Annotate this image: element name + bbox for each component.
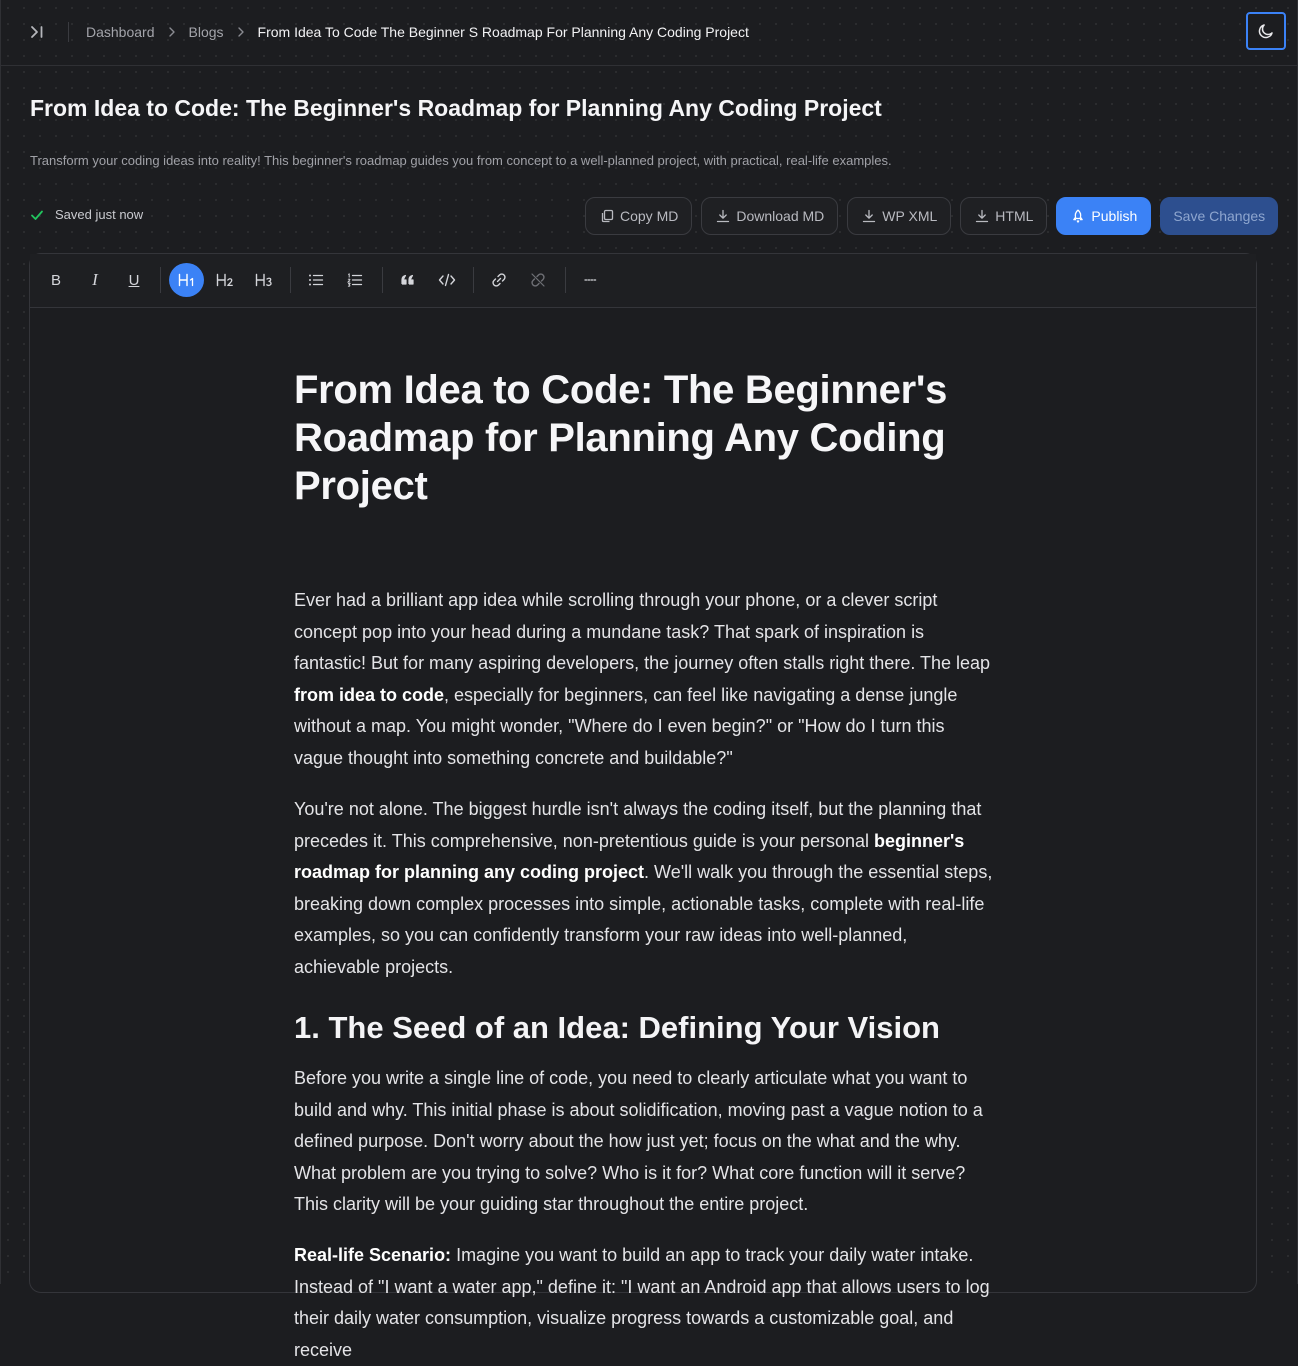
underline-icon: U bbox=[128, 271, 140, 289]
save-changes-label: Save Changes bbox=[1173, 208, 1266, 224]
top-bar bbox=[1, 0, 1297, 66]
bold-icon: B bbox=[50, 271, 61, 289]
bold-text: beginner's roadmap for planning any coding project bbox=[294, 830, 965, 883]
italic-button[interactable] bbox=[78, 264, 112, 296]
paragraph-text: Ever had a brilliant app idea while scrolling through your phone, or a clever script concept pop into your head during a mundane task? That spark of inspiration is fantastic! But for many aspiring developers, the journey often stalls right there. The leap bbox=[294, 590, 991, 674]
horizontal-rule-icon bbox=[583, 273, 599, 287]
moon-icon bbox=[1257, 22, 1275, 40]
publish-button[interactable] bbox=[1056, 197, 1151, 235]
copy-md-label: Copy MD bbox=[620, 208, 679, 224]
toolbar-divider bbox=[160, 267, 161, 293]
ordered-list-icon bbox=[347, 273, 363, 287]
ordered-list-button[interactable] bbox=[338, 264, 372, 296]
html-label: HTML bbox=[995, 208, 1034, 224]
bold-button[interactable] bbox=[39, 264, 73, 296]
editor-toolbar bbox=[30, 254, 1256, 308]
toolbar-divider bbox=[382, 267, 383, 293]
bold-text: from idea to code bbox=[294, 684, 445, 705]
breadcrumb bbox=[86, 22, 749, 42]
heading-2-button[interactable] bbox=[208, 264, 242, 296]
unlink-button[interactable] bbox=[521, 264, 555, 296]
article-paragraph bbox=[294, 1240, 994, 1366]
bullet-list-icon bbox=[308, 273, 324, 287]
wp-xml-button[interactable] bbox=[847, 197, 951, 235]
download-icon bbox=[716, 209, 730, 223]
heading-1-icon bbox=[178, 273, 196, 287]
underline-button[interactable] bbox=[117, 264, 151, 296]
sidebar-expand-icon bbox=[29, 24, 45, 40]
bullet-list-button[interactable] bbox=[299, 264, 333, 296]
section-heading: 1. The Seed of an Idea: Defining Your Vision bbox=[294, 1010, 940, 1045]
horizontal-rule-button[interactable] bbox=[574, 264, 608, 296]
wp-xml-label: WP XML bbox=[882, 208, 938, 224]
save-status-text: Saved just now bbox=[55, 207, 144, 222]
link-icon bbox=[491, 272, 507, 288]
breadcrumb-blogs[interactable]: Blogs bbox=[188, 24, 224, 40]
italic-icon: I bbox=[92, 270, 98, 289]
heading-2-icon bbox=[216, 273, 234, 287]
code-icon bbox=[438, 273, 456, 287]
page-title: From Idea to Code: The Beginner's Roadmap for Planning Any Coding Project bbox=[30, 95, 882, 121]
sidebar-toggle-button[interactable] bbox=[25, 20, 49, 44]
page-description: Transform your coding ideas into reality! This beginner's roadmap guides you from concept to a well-planned project, with practical, real-life examples. bbox=[30, 153, 892, 168]
download-icon bbox=[862, 209, 876, 223]
rich-text-editor bbox=[29, 253, 1257, 1360]
theme-toggle-button[interactable] bbox=[1246, 12, 1286, 50]
quote-button[interactable] bbox=[391, 264, 425, 296]
check-icon bbox=[30, 208, 44, 222]
article-title: From Idea to Code: The Beginner's Roadmap for Planning Any Coding Project bbox=[294, 368, 948, 508]
code-button[interactable] bbox=[430, 264, 464, 296]
unlink-icon bbox=[530, 272, 546, 288]
chevron-right-icon bbox=[231, 27, 251, 37]
save-status bbox=[30, 207, 143, 222]
divider bbox=[68, 22, 69, 42]
paragraph-text: , especially for beginners, can feel like navigating a dense jungle without a map. You might wonder, "Where do I even begin?" or "How do I turn this vague thought into something concrete and buildable?" bbox=[294, 684, 958, 768]
heading-3-button[interactable] bbox=[247, 264, 281, 296]
copy-md-button[interactable] bbox=[585, 197, 692, 235]
html-button[interactable] bbox=[960, 197, 1047, 235]
breadcrumb-dashboard[interactable]: Dashboard bbox=[86, 24, 155, 40]
download-md-button[interactable] bbox=[701, 197, 838, 235]
heading-3-icon bbox=[255, 273, 273, 287]
article-paragraph bbox=[294, 794, 994, 984]
publish-label: Publish bbox=[1091, 208, 1138, 224]
paragraph-text: Imagine you want to build an app to track your daily water intake. Instead of "I want a water app," define it: "I want an Android app that allows users to log their daily water consumption, visualize progress towards a customizable goal, and receive bbox=[294, 1245, 990, 1360]
article-paragraph: Before you write a single line of code, you need to clearly articulate what you want to build and why. This initial phase is about solidification, moving past a vague notion to a defined purpose. Don't worry about the how just yet; focus on the what and the why. What problem are you trying to solve? Who is it for? What core function will it serve? This clarity will be your guiding star throughout the entire project. bbox=[294, 1068, 983, 1215]
toolbar-divider bbox=[290, 267, 291, 293]
toolbar-divider bbox=[565, 267, 566, 293]
link-button[interactable] bbox=[482, 264, 516, 296]
save-changes-button[interactable] bbox=[1160, 197, 1278, 235]
article-paragraph bbox=[294, 585, 994, 775]
download-md-label: Download MD bbox=[736, 208, 825, 224]
copy-icon bbox=[600, 209, 614, 223]
download-icon bbox=[975, 209, 989, 223]
action-buttons bbox=[585, 197, 1278, 237]
chevron-right-icon bbox=[162, 27, 182, 37]
bold-text: Real-life Scenario: bbox=[294, 1245, 452, 1265]
paragraph-text: . We'll walk you through the essential steps, breaking down complex processes into simple, actionable tasks, complete with real-life examples, so you can confidently transform your raw ideas into well-planned, achievable projects. bbox=[294, 862, 993, 977]
quote-icon bbox=[400, 273, 416, 287]
breadcrumb-current: From Idea To Code The Beginner S Roadmap For Planning Any Coding Project bbox=[257, 24, 749, 40]
paragraph-text: You're not alone. The biggest hurdle isn't always the coding itself, but the planning that precedes it. This comprehensive, non-pretentious guide is your personal bbox=[294, 799, 982, 851]
toolbar-divider bbox=[473, 267, 474, 293]
heading-1-button[interactable] bbox=[169, 263, 204, 297]
rocket-icon bbox=[1071, 209, 1085, 223]
